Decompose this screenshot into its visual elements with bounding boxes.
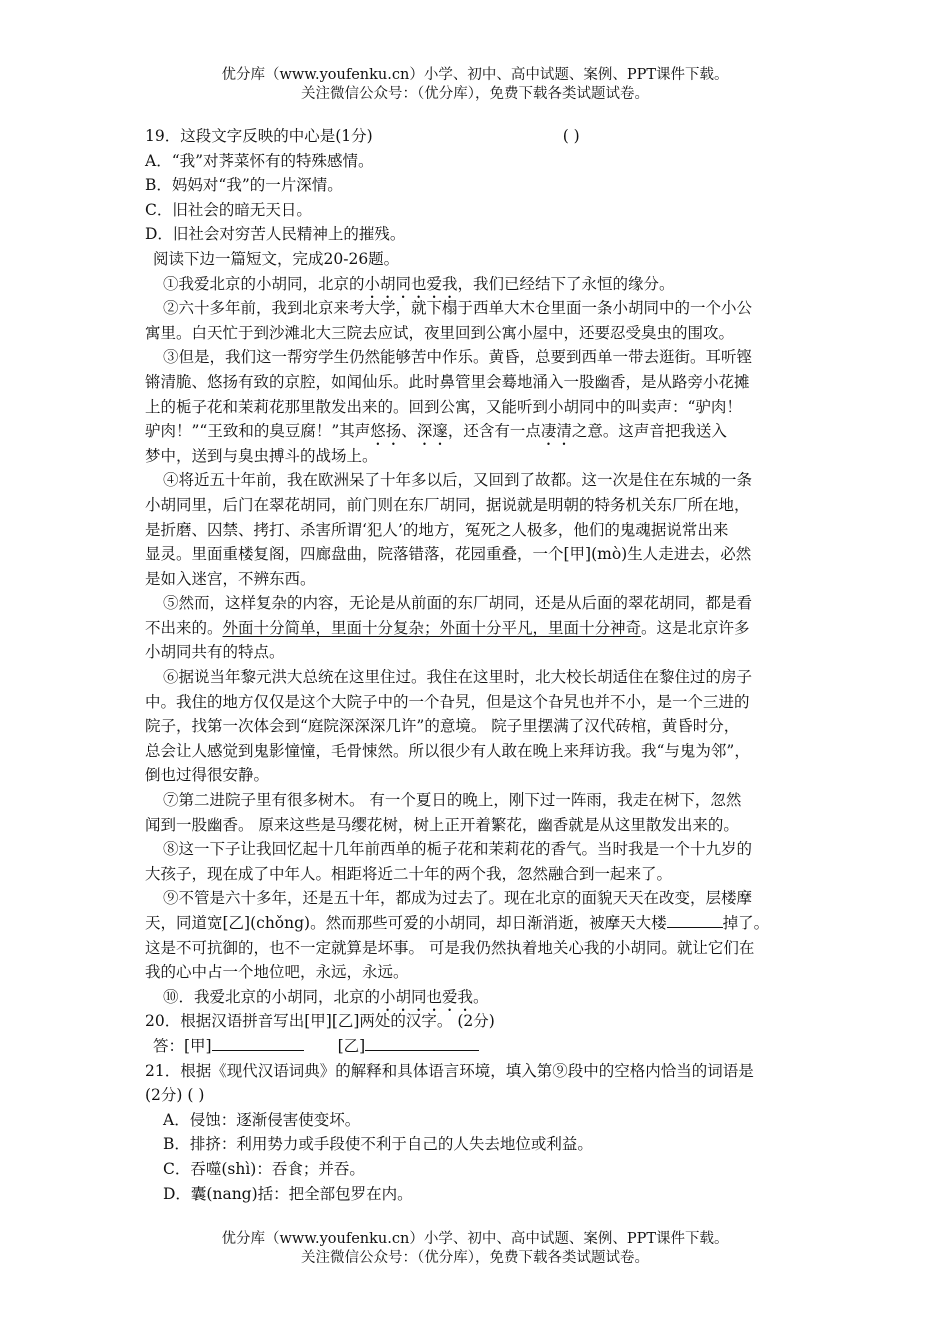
emphasized-text: 小胡同也爱我 <box>364 274 458 293</box>
page-footer <box>0 1230 950 1268</box>
paragraph-3-line: 上的栀子花和茉莉花那里散发出来的。回到公寓，又能听到小胡同中的叫卖声：“驴肉！ <box>145 397 742 416</box>
paragraph-4-line: 是折磨、囚禁、拷打、杀害所谓‘犯人’的地方，冤死之人极多，他们的鬼魂据说常出来 <box>145 520 729 539</box>
paragraph-4-line: 显灵。里面重楼复阁，四廊盘曲，院落错落，花园重叠，一个[甲](mò)生人走进去，必然 <box>145 545 752 564</box>
emphasized-text: 小胡同也爱我 <box>380 987 474 1006</box>
question-21-option-a: A．侵蚀：逐渐侵害使变坏。 <box>163 1110 361 1129</box>
question-19-option-c: C．旧社会的暗无天日。 <box>145 200 312 219</box>
document-body <box>145 124 813 1206</box>
paragraph-2-line: 寓里。白天忙于到沙滩北大三院去应试，夜里回到公寓小屋中，还要忍受臭虫的围攻。 <box>145 323 735 342</box>
emphasized-word: 悠扬 <box>370 422 402 441</box>
question-19-option-d: D．旧社会对穷苦人民精神上的摧残。 <box>145 225 406 244</box>
question-20-answer: 答：[甲] [乙] <box>145 1034 813 1059</box>
paragraph-6-line: ⑥据说当年黎元洪大总统在这里住过。我住在这里时，北大校长胡适住在黎住过的房子 <box>163 668 753 687</box>
paragraph-4-line: 是如入迷宫，不辨东西。 <box>145 569 316 588</box>
question-21-option-d: D．囊(nang)括：把全部包罗在内。 <box>163 1184 413 1203</box>
paragraph-6-line: 院子，找第一次体会到“庭院深深深几许”的意境。 院子里摆满了汉代砖棺，黄昏时分， <box>145 717 740 736</box>
paragraph-7-line: 闻到一股幽香。 原来这些是马缨花树，树上正开着繁花，幽香就是从这里散发出来的。 <box>145 815 739 834</box>
paragraph-6-line: 倒也过得很安静。 <box>145 766 270 785</box>
paragraph-9-line: 这是不可抗御的，也不一定就算是坏事。 可是我仍然执着地关心我的小胡同。就让它们在 <box>145 938 755 957</box>
question-21-option-c: C．吞噬(shì)：吞食；并吞。 <box>163 1159 365 1178</box>
paragraph-6-line: 中。我住的地方仅仅是这个大院子中的一个旮旯，但是这个旮旯也并不小，是一个三进的 <box>145 692 750 711</box>
paragraph-7-line: ⑦第二进院子里有很多树木。 有一个夏日的晚上，刚下过一阵雨，我走在树下，忽然 <box>163 791 742 810</box>
paragraph-5-line: 不出来的。外面十分简单，里面十分复杂；外面十分平凡，里面十分神奇。这是北京许多 <box>145 618 750 637</box>
underlined-sentence: 外面十分简单，里面十分复杂；外面十分平凡，里面十分神奇 <box>222 618 642 637</box>
question-19-option-b: B．妈妈对“我”的一片深情。 <box>145 176 343 195</box>
reading-intro: 阅读下边一篇短文，完成20-26题。 <box>153 249 400 268</box>
header-line-1: 优分库（www.youfenku.cn）小学、初中、高中试题、案例、PPT课件下载。 <box>221 67 729 83</box>
emphasized-word: 凄清 <box>540 422 572 441</box>
question-19-stem: 19．这段文字反映的中心是(1分) ( ) <box>145 127 580 145</box>
fill-blank <box>667 911 723 928</box>
paragraph-5-line: 小胡同共有的特点。 <box>145 643 285 662</box>
paragraph-4-line: 小胡同里，后门在翠花胡同，前门则在东厂胡同，据说就是明朝的特务机关东厂所在地， <box>145 495 750 514</box>
paragraph-2-line: ②六十多年前，我到北京来考大学，就下榻于西单大木仓里面一条小胡同中的一个小公 <box>163 299 753 318</box>
paragraph-5-line: ⑤然而，这样复杂的内容，无论是从前面的东厂胡同，还是从后面的翠花胡同，都是看 <box>163 594 753 613</box>
paragraph-1: ①我爱北京的小胡同，北京的小胡同也爱我，我们已经结下了永恒的缘分。 <box>163 274 675 293</box>
paragraph-8-line: ⑧这一下子让我回忆起十几年前西单的栀子花和茉莉花的香气。当时我是一个十九岁的 <box>163 840 753 859</box>
paragraph-3-line: 梦中，送到与臭虫搏斗的战场上。 <box>145 446 378 465</box>
answer-blank-jia <box>212 1034 304 1051</box>
question-21-option-b: B．排挤：利用势力或手段使不利于自己的人失去地位或利益。 <box>163 1135 593 1154</box>
footer-line-2: 关注微信公众号：（优分库），免费下载各类试题试卷。 <box>301 1250 649 1266</box>
paragraph-3-line: 锵清脆、悠扬有致的京腔，如闻仙乐。此时鼻管里会蓦地涌入一股幽香，是从路旁小花摊 <box>145 372 750 391</box>
question-19-option-a: A．“我”对荠菜怀有的特殊感情。 <box>145 151 374 170</box>
header-line-2: 关注微信公众号：（优分库），免费下载各类试题试卷。 <box>301 86 649 102</box>
question-21-stem-cont: (2分) ( ) <box>145 1086 205 1105</box>
paragraph-3-line: 驴肉！”“王致和的臭豆腐！”其声悠扬、深邃，还含有一点凄清之意。这声音把我送入 <box>145 422 727 441</box>
paragraph-9-line: 天，同道宽[乙](chǒng)。然而那些可爱的小胡同，却日渐消逝，被摩天大楼 掉了。 <box>145 911 813 936</box>
paragraph-9-line: ⑨不管是六十多年，还是五十年，都成为过去了。现在北京的面貌天天在改变，层楼摩 <box>163 889 753 908</box>
emphasized-word: 深邃 <box>416 422 448 441</box>
paragraph-6-line: 总会让人感觉到鬼影憧憧，毛骨悚然。所以很少有人敢在晚上来拜访我。我“与鬼为邻”， <box>145 741 750 760</box>
paragraph-9-line: 我的心中占一个地位吧，永远，永远。 <box>145 963 409 982</box>
paragraph-8-line: 大孩子，现在成了中年人。相距将近二十年的两个我，忽然融合到一起来了。 <box>145 864 673 883</box>
answer-blank-yi <box>365 1034 479 1051</box>
question-21-stem: 21．根据《现代汉语词典》的解释和具体语言环境，填入第⑨段中的空格内恰当的词语是 <box>145 1061 754 1080</box>
footer-line-1: 优分库（www.youfenku.cn）小学、初中、高中试题、案例、PPT课件下载。 <box>221 1231 729 1247</box>
paragraph-4-line: ④将近五十年前，我在欧洲呆了十年多以后，又回到了故都。这一次是住在东城的一条 <box>163 471 753 490</box>
page-header <box>0 66 950 104</box>
paragraph-10: ⑩．我爱北京的小胡同，北京的小胡同也爱我。 <box>163 987 489 1006</box>
paragraph-3-line: ③但是，我们这一帮穷学生仍然能够苦中作乐。黄昏，总要到西单一带去逛街。耳听铿 <box>163 348 753 367</box>
answer-paren: ( ) <box>562 127 580 145</box>
question-20-stem: 20．根据汉语拼音写出[甲][乙]两处的汉字。 (2分) <box>145 1012 495 1031</box>
